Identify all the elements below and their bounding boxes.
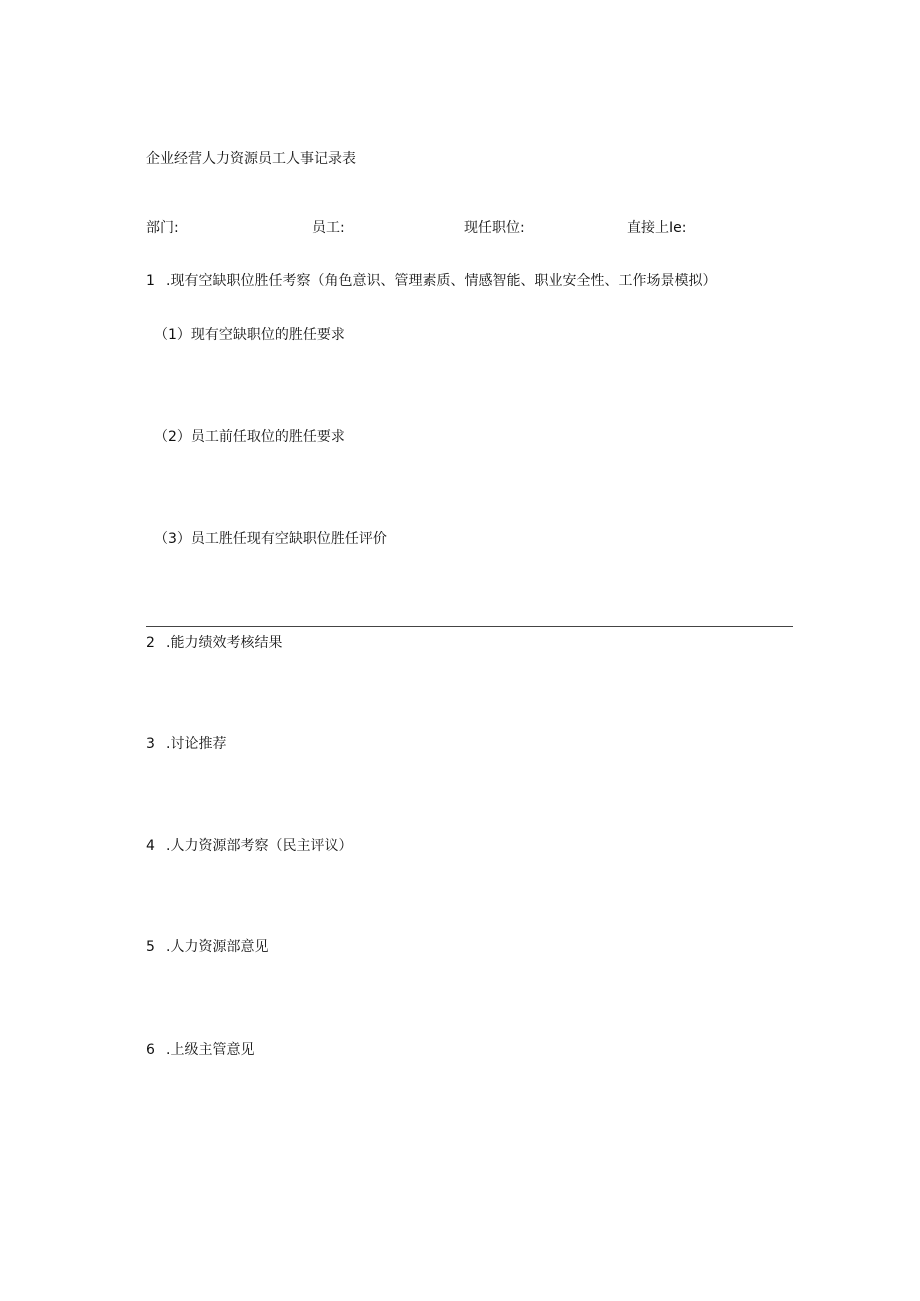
section-2-heading: .能力绩效考核结果 <box>166 635 283 651</box>
section-1-heading: .现有空缺职位胜任考察（角色意识、管理素质、情感智能、职业安全性、工作场景模拟） <box>166 273 717 289</box>
section-6-heading: .上级主管意见 <box>166 1042 255 1058</box>
section-divider <box>146 626 793 627</box>
section-5-number: 5 <box>146 939 155 955</box>
section-4-heading: .人力资源部考察（民主评议） <box>166 838 353 854</box>
section-4-number: 4 <box>146 838 155 854</box>
document-title: 企业经营人力资源员工人事记录表 <box>146 151 356 167</box>
direct-superior-field: 直接上Ie: <box>627 220 687 236</box>
section-3-heading: .讨论推荐 <box>166 736 227 752</box>
current-position-field: 现任职位: <box>464 220 525 236</box>
section-2-number: 2 <box>146 635 155 651</box>
section-6-number: 6 <box>146 1042 155 1058</box>
subsection-3-heading: （3）员工胜任现有空缺职位胜任评价 <box>154 531 387 547</box>
subsection-2-heading: （2）员工前任取位的胜任要求 <box>154 429 345 445</box>
section-3-number: 3 <box>146 736 155 752</box>
employee-field: 员工: <box>312 220 345 236</box>
section-5-heading: .人力资源部意见 <box>166 939 269 955</box>
department-field: 部门: <box>146 220 179 236</box>
subsection-1-heading: （1）现有空缺职位的胜任要求 <box>154 327 345 343</box>
section-1-number: 1 <box>146 273 155 289</box>
